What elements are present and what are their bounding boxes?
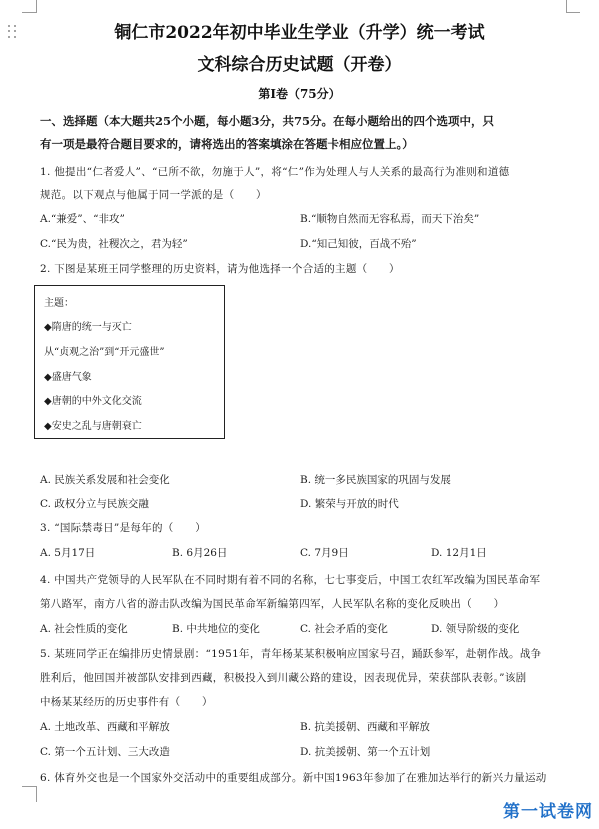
- q5-option-c[interactable]: C. 第一个五计划、三大改造: [40, 746, 170, 758]
- q2-option-c[interactable]: C. 政权分立与民族交融: [40, 498, 149, 510]
- section-instruction-line-1: 一、选择题（本大题共25个小题，每小题3分，共75分。在每小题给出的四个选项中，只: [40, 114, 495, 128]
- q6-stem-line-1: 6. 体育外交也是一个国家外交活动中的重要组成部分。新中国1963年参加了在雅加达举行的新兴力量运动: [40, 772, 547, 784]
- q2-box-item: ◆隋唐的统一与灭亡: [44, 322, 132, 333]
- crop-mark-bottom-left-v: [36, 786, 37, 802]
- q5-option-d[interactable]: D. 抗美援朝、第一个五计划: [300, 746, 431, 758]
- crop-mark-top-left-h: [22, 12, 36, 13]
- section-instruction-line-2: 有一项是最符合题目要求的，请将选出的答案填涂在答题卡相应位置上。）: [40, 137, 414, 151]
- q3-option-c[interactable]: C. 7月9日: [300, 547, 349, 559]
- q1-option-a[interactable]: A.“兼爱”、“非攻”: [40, 213, 125, 225]
- q5-option-b[interactable]: B. 抗美援朝、西藏和平解放: [300, 721, 430, 733]
- exam-subtitle: 文科综合历史试题（开卷）: [197, 55, 402, 75]
- q1-stem-line-1: 1. 他提出“仁者爱人”、“已所不欲，勿施于人”，将“仁”作为处理人与人关系的最高行为准则和道德: [40, 166, 510, 178]
- q2-box-item: ◆唐朝的中外文化交流: [44, 396, 142, 407]
- q2-option-a[interactable]: A. 民族关系发展和社会变化: [40, 474, 170, 486]
- q4-option-a[interactable]: A. 社会性质的变化: [40, 623, 128, 635]
- q2-option-b[interactable]: B. 统一多民族国家的巩固与发展: [300, 474, 451, 486]
- q4-stem-line-2: 第八路军，南方八省的游击队改编为国民革命军新编第四军，人民军队名称的变化反映出（ ）: [40, 598, 505, 610]
- q2-box-item: ◆安史之乱与唐朝衰亡: [44, 421, 142, 432]
- q4-stem-line-1: 4. 中国共产党领导的人民军队在不同时期有着不同的名称，七七事变后，中国工农红军改编为国民革命军: [40, 574, 541, 586]
- q3-option-d[interactable]: D. 12月1日: [431, 547, 487, 559]
- q4-option-c[interactable]: C. 社会矛盾的变化: [300, 623, 388, 635]
- q3-option-b[interactable]: B. 6月26日: [172, 547, 228, 559]
- exam-part-label: 第Ⅰ卷（75分）: [258, 87, 341, 101]
- crop-mark-top-right-h: [566, 12, 580, 13]
- crop-mark-top-left-v: [36, 0, 37, 13]
- q2-stem-line-1: 2. 下图是某班王同学整理的历史资料，请为他选择一个合适的主题（ ）: [40, 263, 400, 275]
- q2-box-item: ◆盛唐气象: [44, 372, 92, 383]
- q5-stem-line-2: 胜利后，他回国并被部队安排到西藏，积极投入到川藏公路的建设，因表现优异，荣获部队表彰。”该剧: [40, 672, 527, 684]
- q5-stem-line-1: 5. 某班同学正在编排历史情景剧：“1951年，青年杨某某积极响应国家号召，踊跃参军，赴朝作战。战争: [40, 648, 542, 660]
- q2-option-d[interactable]: D. 繁荣与开放的时代: [300, 498, 399, 510]
- q5-stem-line-3: 中杨某某经历的历史事件有（ ）: [40, 696, 213, 708]
- q3-stem-line-1: 3. “国际禁毒日”是每年的（ ）: [40, 522, 206, 534]
- q2-box-item: 从“贞观之治”到“开元盛世”: [44, 347, 165, 358]
- exam-title: 铜仁市2022年初中毕业生学业（升学）统一考试: [114, 23, 485, 43]
- q5-option-a[interactable]: A. 土地改革、西藏和平解放: [40, 721, 170, 733]
- q2-material-box: [34, 285, 225, 439]
- crop-mark-bottom-left-h: [22, 786, 36, 787]
- q1-option-d[interactable]: D.“知己知彼，百战不殆”: [300, 238, 417, 250]
- q4-option-b[interactable]: B. 中共地位的变化: [172, 623, 260, 635]
- q1-option-b[interactable]: B.“顺物自然而无容私焉，而天下治矣”: [300, 213, 480, 225]
- q4-option-d[interactable]: D. 领导阶级的变化: [431, 623, 520, 635]
- q1-option-c[interactable]: C.“民为贵，社稷次之，君为轻”: [40, 238, 188, 250]
- crop-mark-top-right-v: [566, 0, 567, 13]
- q1-stem-line-2: 规范。以下观点与他属于同一学派的是（ ）: [40, 189, 267, 201]
- q3-option-a[interactable]: A. 5月17日: [40, 547, 96, 559]
- q2-box-heading: 主题：: [44, 298, 74, 309]
- watermark-brand: 第一试卷网: [503, 802, 593, 822]
